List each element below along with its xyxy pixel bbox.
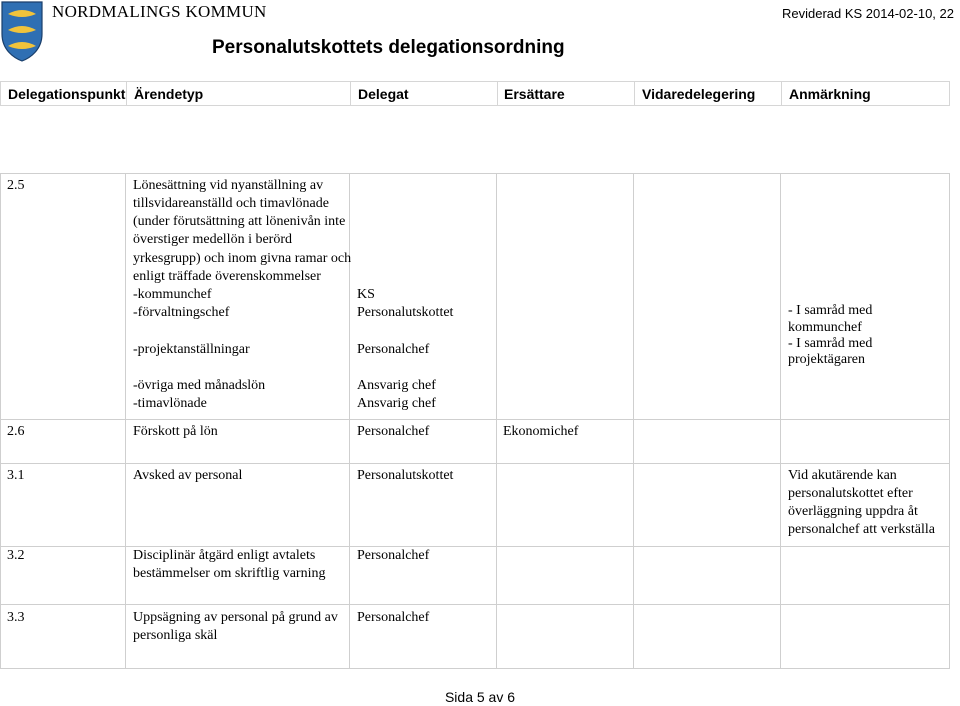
case-type-line: Uppsägning av personal på grund av	[133, 610, 338, 625]
delegate: Personalchef	[357, 610, 430, 625]
municipal-crest-icon	[0, 0, 44, 62]
delegate: KS	[357, 287, 375, 302]
substitute: Ekonomichef	[503, 424, 579, 439]
remark-line: personalchef att verkställa	[788, 522, 935, 537]
case-type-line: Avsked av personal	[133, 468, 243, 483]
delegation-point: 3.3	[7, 610, 25, 625]
case-type-line: Disciplinär åtgärd enligt avtalets	[133, 548, 316, 563]
case-type-line: Förskott på lön	[133, 424, 218, 439]
column-header-delegationspunkt: Delegationspunkt	[8, 86, 126, 102]
case-type-line: överstiger medellön i berörd	[133, 232, 293, 247]
column-header-ersattare: Ersättare	[504, 86, 565, 102]
case-type-line: enligt träffade överenskommelser	[133, 269, 321, 284]
delegate: Personalutskottet	[357, 305, 454, 320]
remark-line: personalutskottet efter	[788, 486, 913, 501]
delegation-point: 3.2	[7, 548, 25, 563]
revision-note: Reviderad KS 2014-02-10, 22	[781, 6, 954, 21]
remark-line: överläggning uppdra åt	[788, 504, 918, 519]
case-type-line: -projektanställningar	[133, 342, 250, 357]
page-title: Personalutskottets delegationsordning	[212, 37, 565, 58]
remark-line: Vid akutärende kan	[788, 468, 897, 483]
case-type-line: -kommunchef	[133, 287, 212, 302]
delegate: Ansvarig chef	[357, 378, 436, 393]
delegate: Personalchef	[357, 548, 430, 563]
page-number: Sida 5 av 6	[444, 689, 516, 705]
case-type-line: yrkesgrupp) och inom givna ramar och	[133, 251, 352, 266]
case-type-line: bestämmelser om skriftlig varning	[133, 566, 326, 581]
case-type-line: Lönesättning vid nyanställning av	[133, 178, 324, 193]
case-type-line: -övriga med månadslön	[133, 378, 266, 393]
case-type-line: tillsvidareanställd och timavlönade	[133, 196, 329, 211]
case-type-line: (under förutsättning att lönenivån inte	[133, 214, 346, 229]
remark-line: - I samråd med	[788, 336, 873, 351]
delegation-point: 2.5	[7, 178, 25, 193]
column-header-arendetyp: Ärendetyp	[134, 86, 204, 102]
remark-line: kommunchef	[788, 320, 862, 335]
case-type-line: personliga skäl	[133, 628, 218, 643]
delegate: Personalchef	[357, 342, 430, 357]
column-header-delegat: Delegat	[358, 86, 409, 102]
delegation-point: 3.1	[7, 468, 25, 483]
column-header-vidaredelegering: Vidaredelegering	[642, 86, 756, 102]
column-header-anmarkning: Anmärkning	[789, 86, 871, 102]
delegate: Personalchef	[357, 424, 430, 439]
organization-name: NORDMALINGS KOMMUN	[52, 2, 267, 21]
case-type-line: -timavlönade	[133, 396, 207, 411]
case-type-line: -förvaltningschef	[133, 305, 230, 320]
remark-line: - I samråd med	[788, 303, 873, 318]
delegate: Ansvarig chef	[357, 396, 436, 411]
delegation-point: 2.6	[7, 424, 25, 439]
remark-line: projektägaren	[788, 352, 865, 367]
column-header-row	[0, 81, 950, 106]
delegate: Personalutskottet	[357, 468, 454, 483]
